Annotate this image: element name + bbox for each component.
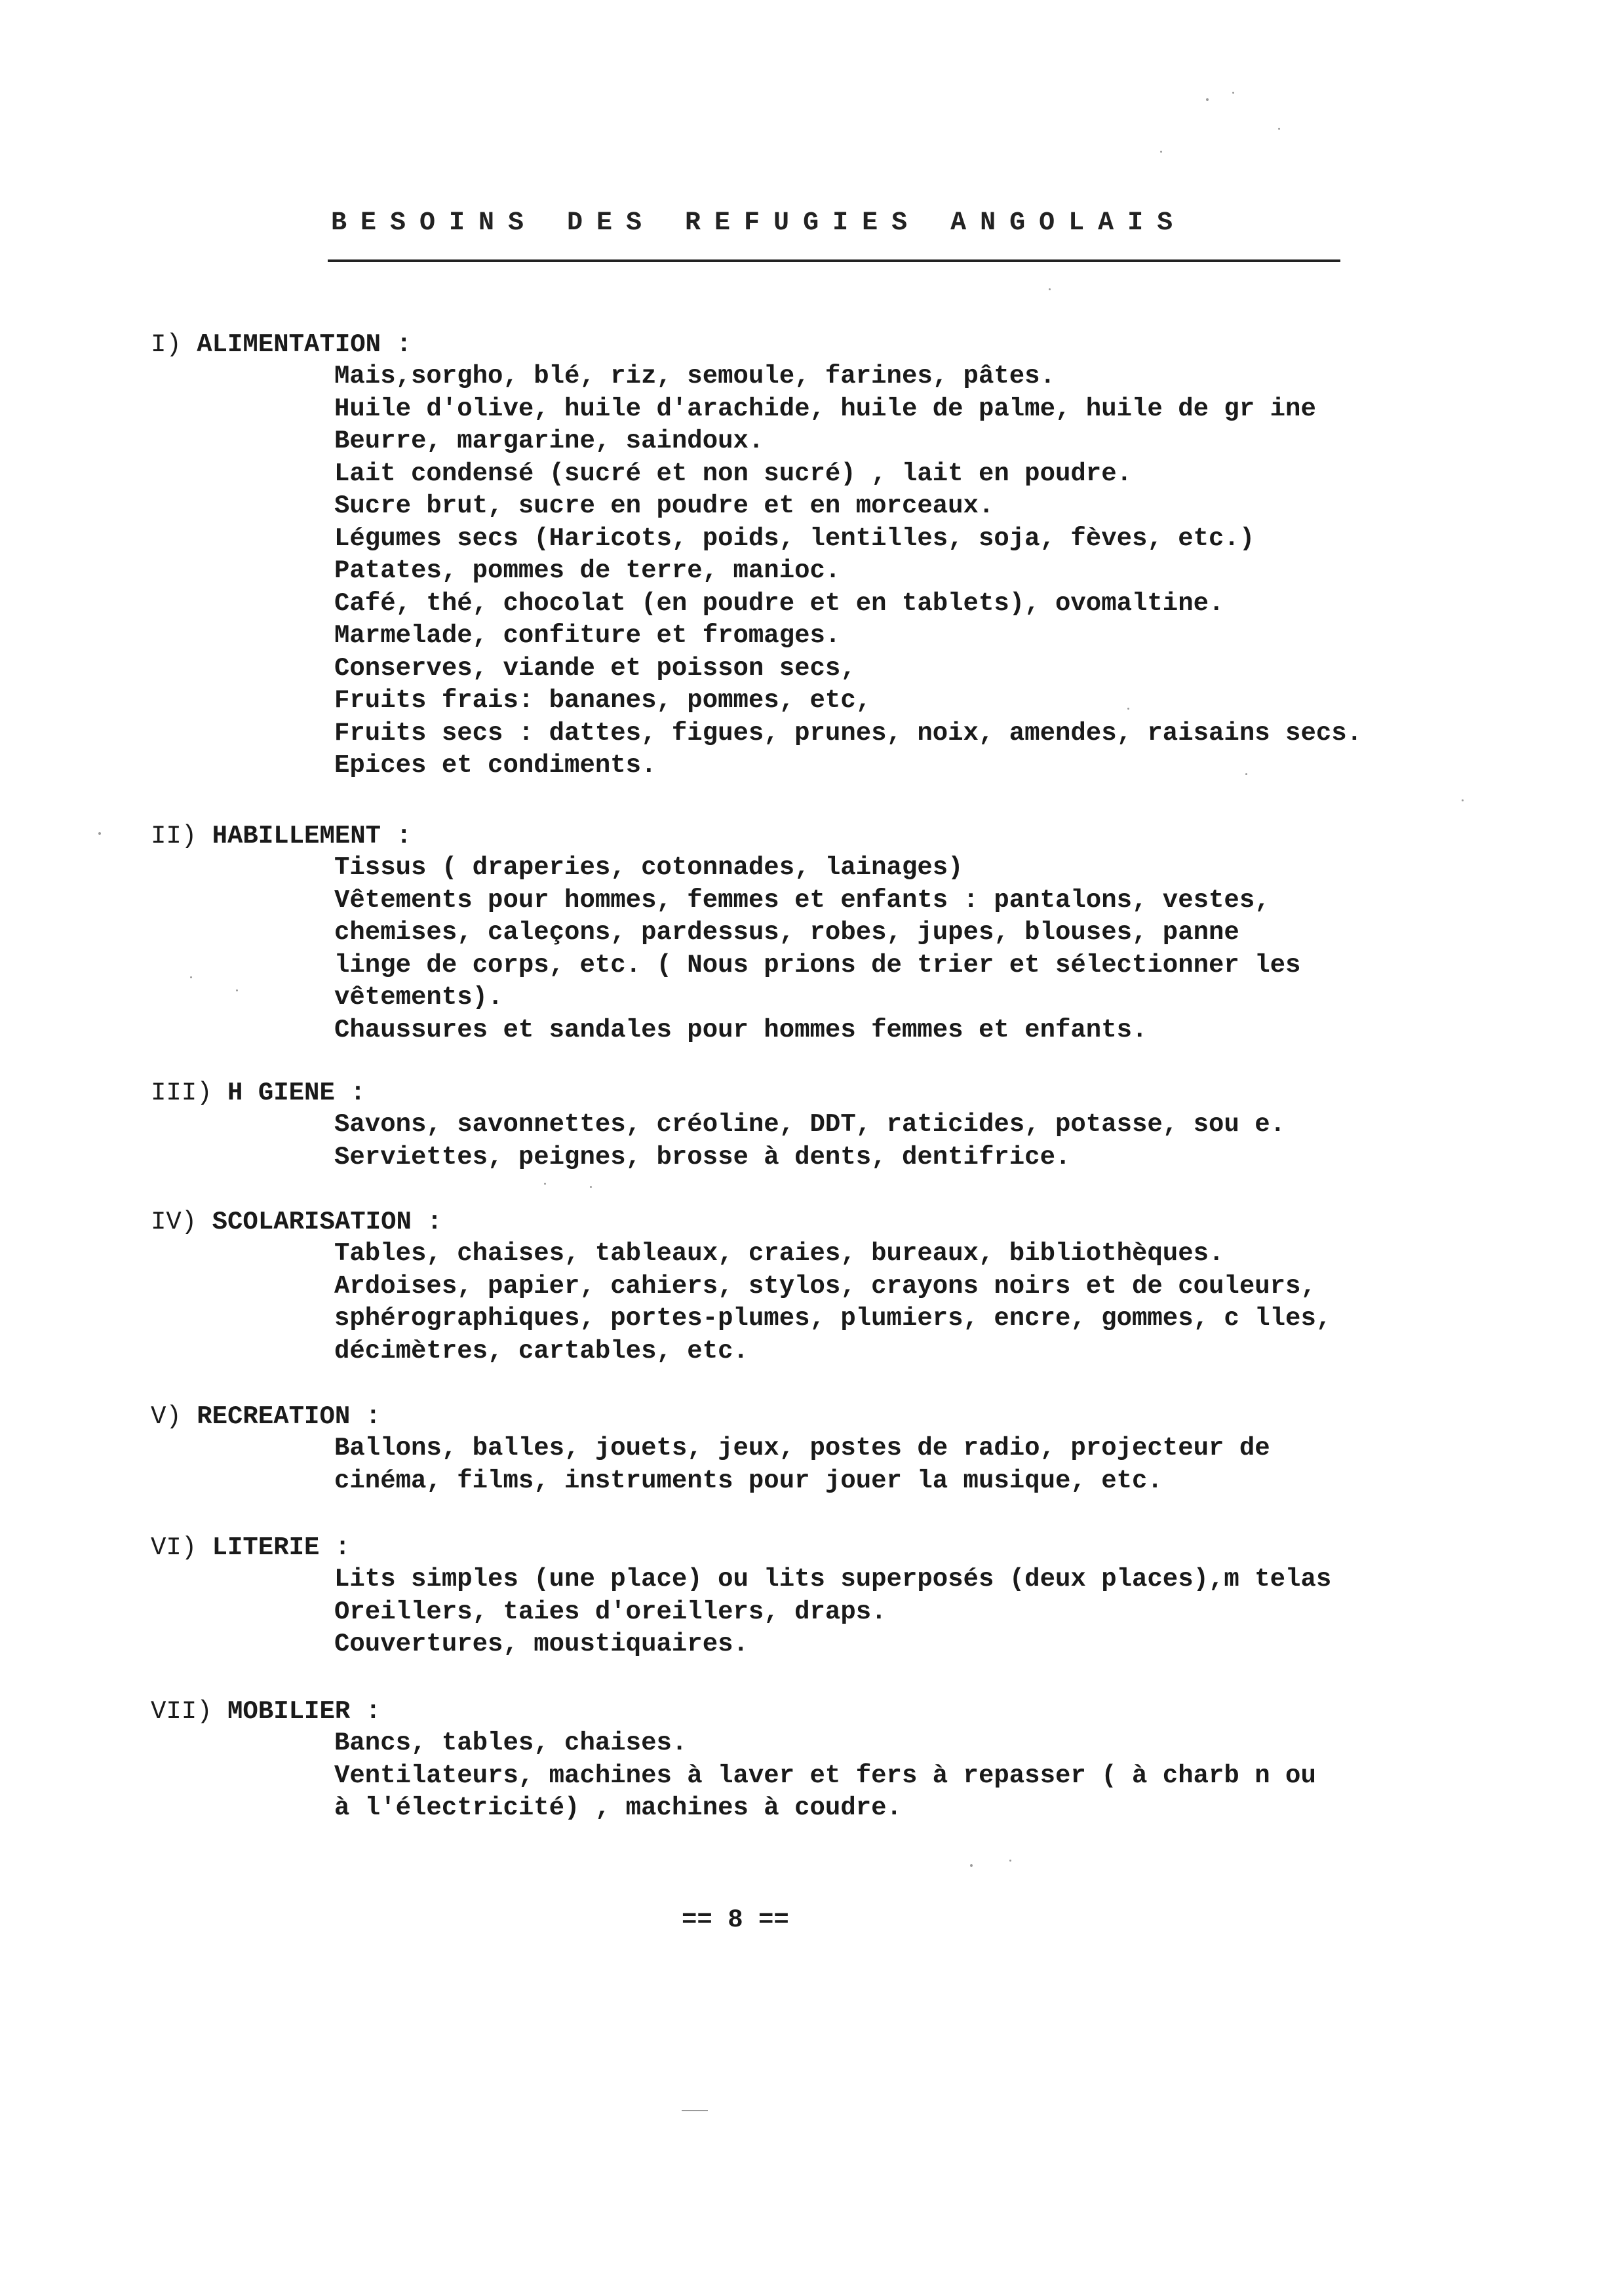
scan-speck [1462,799,1464,801]
list-item: Ballons, balles, jouets, jeux, postes de radio, projecteur de [334,1434,1270,1463]
list-item: Sucre brut, sucre en poudre et en morceaux. [334,491,994,520]
list-item: Fruits frais: bananes, pommes, etc, [334,686,872,715]
list-item: vêtements). [334,983,503,1012]
scan-speck [1049,288,1051,290]
list-item: Ardoises, papier, cahiers, stylos, crayons noirs et de couleurs, [334,1271,1316,1301]
section-heading [151,1079,366,1107]
list-item: Mais,sorgho, blé, riz, semoule, farines, pâtes. [334,362,1055,391]
list-item: Couvertures, moustiquaires. [334,1630,749,1658]
section-lines [334,1432,1580,1497]
list-item: sphérographiques, portes-plumes, plumiers, encre, gommes, c lles, [334,1304,1332,1333]
list-item: Lits simples (une place) ou lits superposés (deux places),m telas [334,1565,1332,1594]
section-title: RECREATION : [197,1402,381,1431]
section-heading [151,1697,381,1726]
scan-speck [1245,773,1247,775]
scan-speck [1127,708,1129,710]
list-item: Epices et condiments. [334,751,657,780]
list-item: Beurre, margarine, saindoux. [334,427,764,455]
scan-speck [190,976,192,978]
list-item: Légumes secs (Haricots, poids, lentilles, soja, fèves, etc.) [334,524,1255,553]
list-item: Marmelade, confiture et fromages. [334,621,841,650]
list-item: Ventilateurs, machines à laver et fers à repasser ( à charb n ou [334,1761,1316,1790]
section-number: IV) [151,1208,197,1236]
section-heading [151,1533,350,1562]
page-number: == 8 == [682,1905,789,1934]
list-item: Savons, savonnettes, créoline, DDT, raticides, potasse, sou e. [334,1110,1286,1139]
list-item: Café, thé, chocolat (en poudre et en tablets), ovomaltine. [334,588,1224,618]
scan-speck [590,1186,592,1188]
section-title: MOBILIER : [227,1697,381,1726]
section-lines [334,360,1580,782]
scan-speck [1206,98,1209,101]
list-item: décimètres, cartables, etc. [334,1336,749,1366]
scan-speck [1232,92,1234,94]
list-item: Patates, pommes de terre, manioc. [334,556,841,585]
scan-speck [98,832,101,835]
list-item: Vêtements pour hommes, femmes et enfants : pantalons, vestes, [334,885,1270,915]
scan-speck [1278,128,1280,130]
scan-speck [970,1864,973,1867]
list-item: Fruits secs : dattes, figues, prunes, noix, amendes, raisains secs. [334,718,1363,748]
section-title: HABILLEMENT : [212,822,412,851]
section-lines [334,1238,1580,1368]
list-item: à l'électricité) , machines à coudre. [334,1793,902,1822]
list-item: Serviettes, peignes, brosse à dents, dentifrice. [334,1142,1071,1172]
list-item: Bancs, tables, chaises. [334,1729,688,1757]
document-title: BESOINS DES REFUGIES ANGOLAIS [331,208,1187,238]
section-lines [334,852,1580,1046]
section-number: II) [151,822,197,851]
list-item: Chaussures et sandales pour hommes femmes et enfants. [334,1015,1148,1044]
list-item: Tissus ( draperies, cotonnades, lainages) [334,853,963,882]
list-item: Oreillers, taies d'oreillers, draps. [334,1597,887,1626]
section-title: SCOLARISATION : [212,1208,442,1236]
scan-speck [1160,151,1162,153]
list-item: Lait condensé (sucré et non sucré) , lait en poudre. [334,459,1132,488]
section-heading [151,1208,442,1236]
section-heading [151,822,412,851]
scan-speck [236,989,238,991]
scan-speck [682,2110,708,2111]
scan-speck [1009,1860,1011,1862]
section-lines [334,1109,1580,1174]
section-number: VI) [151,1533,197,1562]
section-number: I) [151,330,182,359]
list-item: linge de corps, etc. ( Nous prions de trier et sélectionner les [334,950,1301,980]
section-title: H GIENE : [227,1079,366,1107]
section-lines [334,1563,1580,1661]
section-heading [151,330,412,359]
section-title: ALIMENTATION : [197,330,412,359]
title-underline [328,259,1340,262]
section-heading [151,1402,381,1431]
section-number: III) [151,1079,212,1107]
section-number: VII) [151,1697,212,1726]
list-item: cinéma, films, instruments pour jouer la musique, etc. [334,1466,1163,1495]
scan-speck [544,1183,546,1185]
section-title: LITERIE : [212,1533,351,1562]
section-lines [334,1727,1580,1825]
list-item: Huile d'olive, huile d'arachide, huile de palme, huile de gr ine [334,394,1316,423]
list-item: Tables, chaises, tableaux, craies, bureaux, bibliothèques. [334,1239,1224,1268]
section-number: V) [151,1402,182,1431]
list-item: chemises, caleçons, pardessus, robes, jupes, blouses, panne [334,918,1239,947]
list-item: Conserves, viande et poisson secs, [334,653,856,683]
